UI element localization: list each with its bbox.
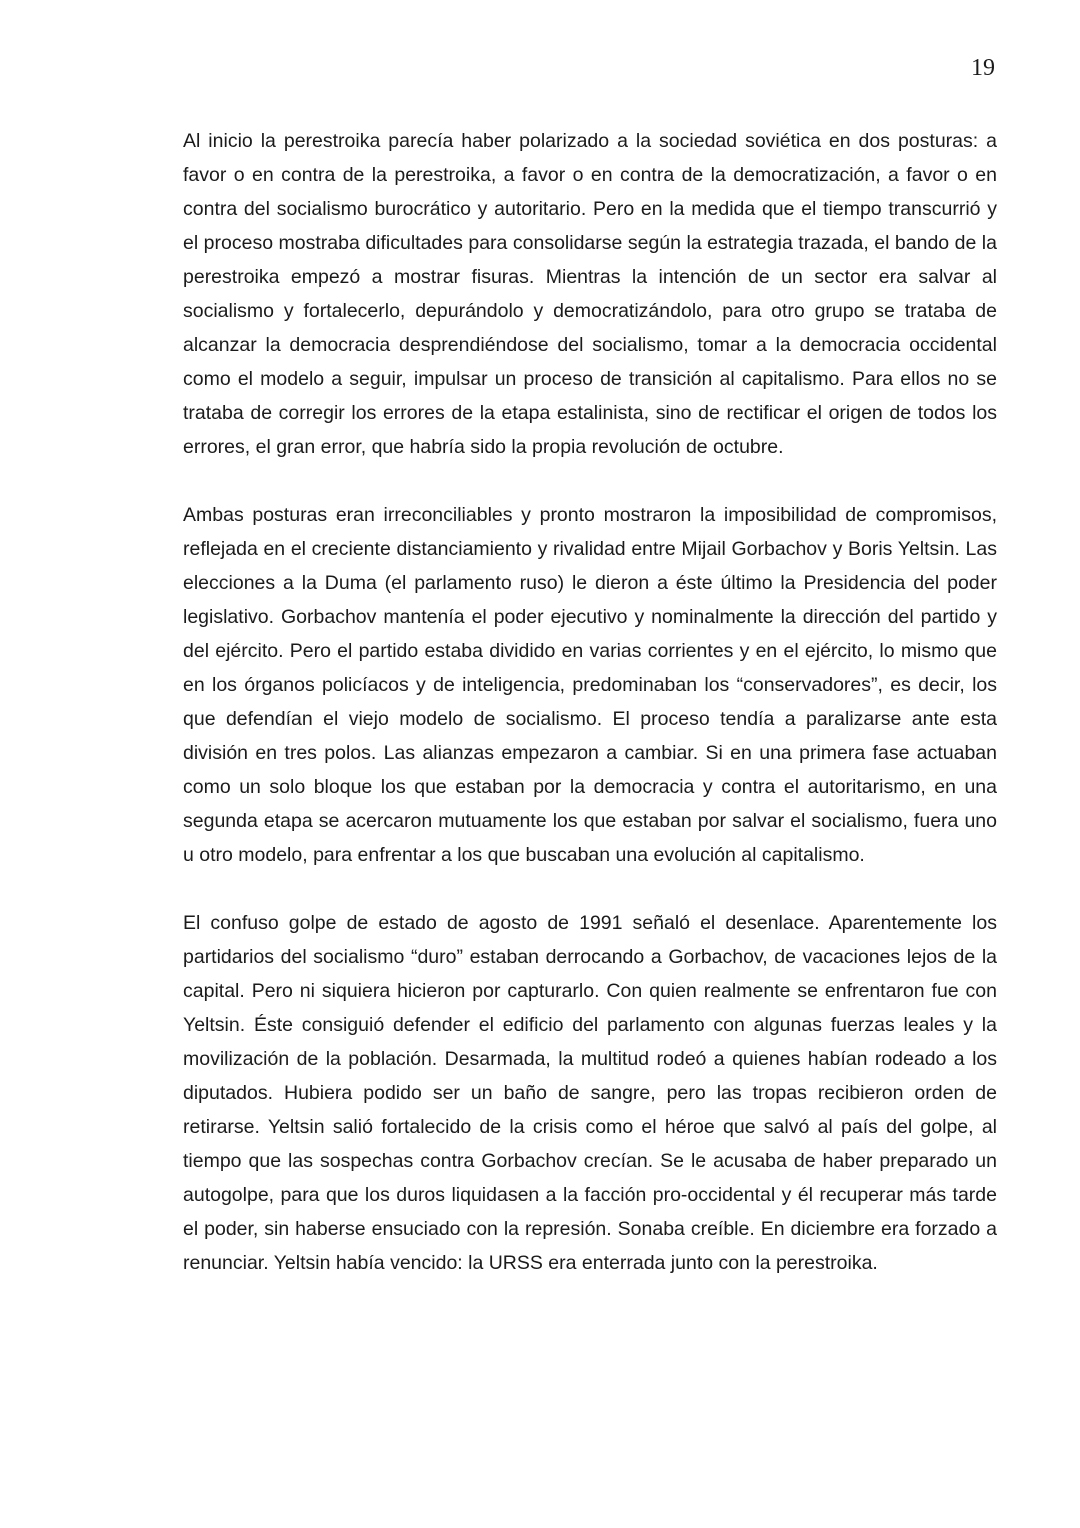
paragraph-august-1991-coup: El confuso golpe de estado de agosto de 1991 señaló el desenlace. Aparentemente los partidarios del socialismo “duro” estaban derrocando a Gorbachov, de vacaciones lejos de la capital. Pero ni siquiera hicieron por capturarlo. Con quien realmente se enfrentaron fue con Yeltsin. Éste consiguió defender el edificio del parlamento con algunas fuerzas leales y la movilización de la población. Desarmada, la multitud rodeó a quienes habían rodeado a los diputados. Hubiera podido ser un baño de sangre, pero las tropas recibieron orden de retirarse. Yeltsin salió fortalecido de la crisis como el héroe que salvó al país del golpe, al tiempo que las sospechas contra Gorbachov crecían. Se le acusaba de haber preparado un autogolpe, para que los duros liquidasen a la facción pro-occidental y él recuperar más tarde el poder, sin haberse ensuciado con la represión. Sonaba creíble. En diciembre era forzado a renunciar. Yeltsin había vencido: la URSS era enterrada junto con la perestroika.: [183, 912, 997, 1274]
page-number: 19: [971, 55, 995, 81]
paragraph-gorbachov-yeltsin-rivalry: Ambas posturas eran irreconciliables y pronto mostraron la imposibilidad de compromisos, reflejada en el creciente distanciamiento y rivalidad entre Mijail Gorbachov y Boris Yeltsin. Las elecciones a la Duma (el parlamento ruso) le dieron a éste último la Presidencia del poder legislativo. Gorbachov mantenía el poder ejecutivo y nominalmente la dirección del partido y del ejército. Pero el partido estaba dividido en varias corrientes y en el ejército, lo mismo que en los órganos policíacos y de inteligencia, predominaban los “conservadores”, es decir, los que defendían el viejo modelo de socialismo. El proceso tendía a paralizarse ante esta división en tres polos. Las alianzas empezaron a cambiar. Si en una primera fase actuaban como un solo bloque los que estaban por la democracia y contra el autoritarismo, en una segunda etapa se acercaron mutuamente los que estaban por salvar el socialismo, fuera uno u otro modelo, para enfrentar a los que buscaban una evolución al capitalismo.: [183, 504, 997, 866]
paragraph-perestroika-polarization: Al inicio la perestroika parecía haber polarizado a la sociedad soviética en dos posturas: a favor o en contra de la perestroika, a favor o en contra de la democratización, a favor o en contra del socialismo burocrático y autoritario. Pero en la medida que el tiempo transcurrió y el proceso mostraba dificultades para consolidarse según la estrategia trazada, el bando de la perestroika empezó a mostrar fisuras. Mientras la intención de un sector era salvar al socialismo y fortalecerlo, depurándolo y democratizándolo, para otro grupo se trataba de alcanzar la democracia desprendiéndose del socialismo, tomar a la democracia occidental como el modelo a seguir, impulsar un proceso de transición al capitalismo. Para ellos no se trataba de corregir los errores de la etapa estalinista, sino de rectificar el origen de todos los errores, el gran error, que habría sido la propia revolución de octubre.: [183, 130, 997, 458]
page-body-text: [183, 124, 997, 1280]
